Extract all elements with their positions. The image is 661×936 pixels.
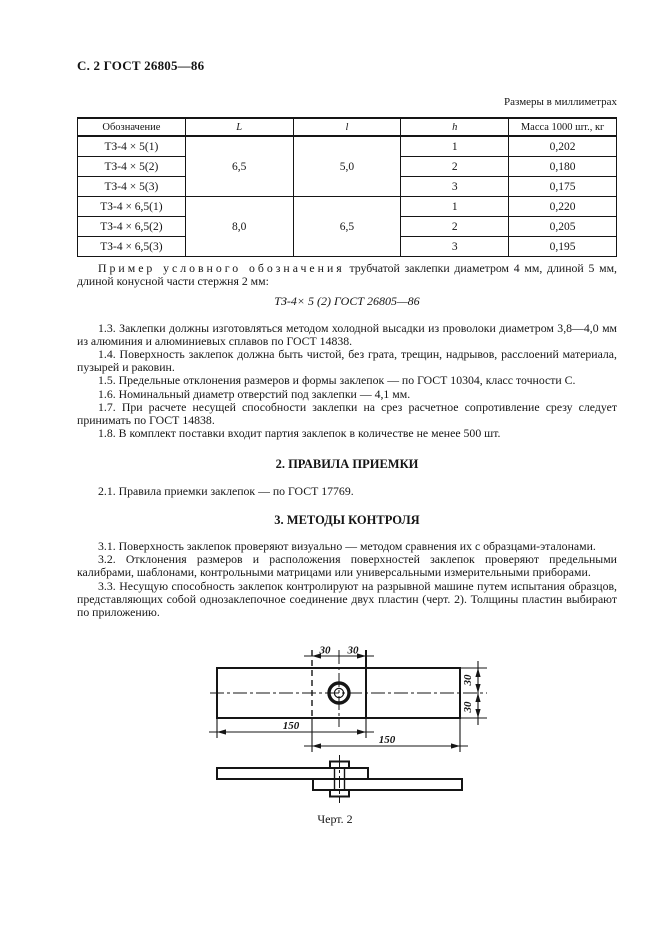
cell-h: 1 bbox=[401, 136, 509, 157]
clause-2-1: 2.1. Правила приемки заклепок — по ГОСТ 17769. bbox=[98, 483, 354, 498]
arrowhead bbox=[475, 709, 480, 718]
dim-bottom-left-label: 150 bbox=[282, 720, 300, 732]
figure-2-drawing bbox=[165, 643, 505, 808]
arrowhead bbox=[475, 668, 480, 677]
table-header-row bbox=[78, 118, 617, 136]
cell-designation: ТЗ-4 × 5(2) bbox=[78, 157, 186, 177]
dim-bottom-right-label: 150 bbox=[378, 734, 396, 746]
upper-plate bbox=[217, 768, 368, 779]
lower-plate bbox=[313, 779, 462, 790]
cell-designation: ТЗ-4 × 6,5(3) bbox=[78, 237, 186, 257]
clause-1-7: 1.7. При расчете несущей способности заклепки на срез расчетное сопротивление срезу следует принимать по ГОСТ 14838. bbox=[77, 399, 617, 428]
arrowhead bbox=[312, 743, 321, 748]
example-designation: ТЗ-4× 5 (2) ГОСТ 26805—86 bbox=[274, 294, 420, 309]
cell-L-group2: 8,0 bbox=[185, 197, 293, 257]
arrowhead bbox=[475, 684, 480, 693]
cell-mass: 0,195 bbox=[509, 237, 617, 257]
cell-l-group2: 6,5 bbox=[293, 197, 401, 257]
dim-right-bottom-label: 30 bbox=[462, 701, 474, 713]
plan-view bbox=[210, 650, 487, 727]
example-intro-paragraph bbox=[77, 262, 617, 288]
clause-1-3: 1.3. Заклепки должны изготовляться методом холодной высадки из проволоки диаметром 3,8—4,0 мм из алюминия и алюминиевых сплавов по ГОСТ 14838. bbox=[77, 320, 617, 348]
example-intro-rest: трубчатой заклепки диаметром 4 мм, длиной 5 мм, длиной конусной части стержня 2 мм: bbox=[77, 261, 617, 289]
cell-mass: 0,180 bbox=[509, 157, 617, 177]
rivet-dimensions-table bbox=[77, 117, 617, 257]
col-header-mass: Масса 1000 шт., кг bbox=[509, 118, 617, 136]
page-number-and-standard: С. 2 ГОСТ 26805—86 bbox=[77, 58, 205, 73]
dim-right-top-label: 30 bbox=[462, 674, 474, 686]
arrowhead bbox=[475, 693, 480, 702]
col-header-l: l bbox=[293, 118, 401, 136]
clause-1-4: 1.4. Поверхность заклепок должна быть чистой, без грата, трещин, надрывов, расслоений материала, пузырей и раковин. bbox=[77, 347, 617, 375]
arrowhead bbox=[217, 729, 226, 734]
cell-h: 2 bbox=[401, 157, 509, 177]
section-2-heading: 2. ПРАВИЛА ПРИЕМКИ bbox=[275, 457, 419, 472]
clause-1-8: 1.8. В комплект поставки входит партия заклепок в количестве не менее 500 шт. bbox=[98, 426, 501, 441]
cell-mass: 0,175 bbox=[509, 177, 617, 197]
table-row bbox=[78, 197, 617, 217]
cell-h: 1 bbox=[401, 197, 509, 217]
cell-designation: ТЗ-4 × 6,5(2) bbox=[78, 217, 186, 237]
example-intro-spaced: Пример условного обозначения bbox=[98, 261, 345, 275]
cell-designation: ТЗ-4 × 5(1) bbox=[78, 136, 186, 157]
cell-mass: 0,220 bbox=[509, 197, 617, 217]
cell-L-group1: 6,5 bbox=[185, 136, 293, 197]
cell-l-group1: 5,0 bbox=[293, 136, 401, 197]
clause-1-5: 1.5. Предельные отклонения размеров и формы заклепок — по ГОСТ 10304, класс точности С. bbox=[98, 373, 576, 388]
cell-designation: ТЗ-4 × 5(3) bbox=[78, 177, 186, 197]
section-3-heading: 3. МЕТОДЫ КОНТРОЛЯ bbox=[274, 512, 420, 527]
cell-designation: ТЗ-4 × 6,5(1) bbox=[78, 197, 186, 217]
dim-top-left-label: 30 bbox=[319, 644, 331, 657]
cell-mass: 0,202 bbox=[509, 136, 617, 157]
col-header-designation: Обозначение bbox=[78, 118, 186, 136]
document-body bbox=[77, 262, 617, 619]
arrowhead bbox=[451, 743, 460, 748]
clause-3-1: 3.1. Поверхность заклепок проверяют визуально — методом сравнения их с образцами-эталонами. bbox=[98, 539, 596, 554]
dim-top-right-label: 30 bbox=[347, 644, 359, 657]
cell-h: 3 bbox=[401, 177, 509, 197]
cell-h: 2 bbox=[401, 217, 509, 237]
arrowhead bbox=[357, 729, 366, 734]
clause-3-2: 3.2. Отклонения размеров и расположения поверхностей заклепок проверяют предельными калибрами, шаблонами, контрольными матрицами или универсальными измерительными приборами. bbox=[77, 552, 617, 580]
clause-3-3: 3.3. Несущую способность заклепок контролируют на разрывной машине путем испытания образцов, представляющих собой однозаклепочное соединение двух пластин (черт. 2). Толщины пластин выбирают по приложению. bbox=[77, 578, 617, 620]
clause-1-6: 1.6. Номинальный диаметр отверстий под заклепки — 4,1 мм. bbox=[98, 386, 411, 401]
cell-h: 3 bbox=[401, 237, 509, 257]
cell-mass: 0,205 bbox=[509, 217, 617, 237]
units-note: Размеры в миллиметрах bbox=[504, 96, 617, 108]
col-header-L: L bbox=[185, 118, 293, 136]
table-row bbox=[78, 136, 617, 157]
col-header-h: h bbox=[401, 118, 509, 136]
figure-caption: Черт. 2 bbox=[317, 812, 353, 826]
side-view bbox=[217, 755, 462, 803]
